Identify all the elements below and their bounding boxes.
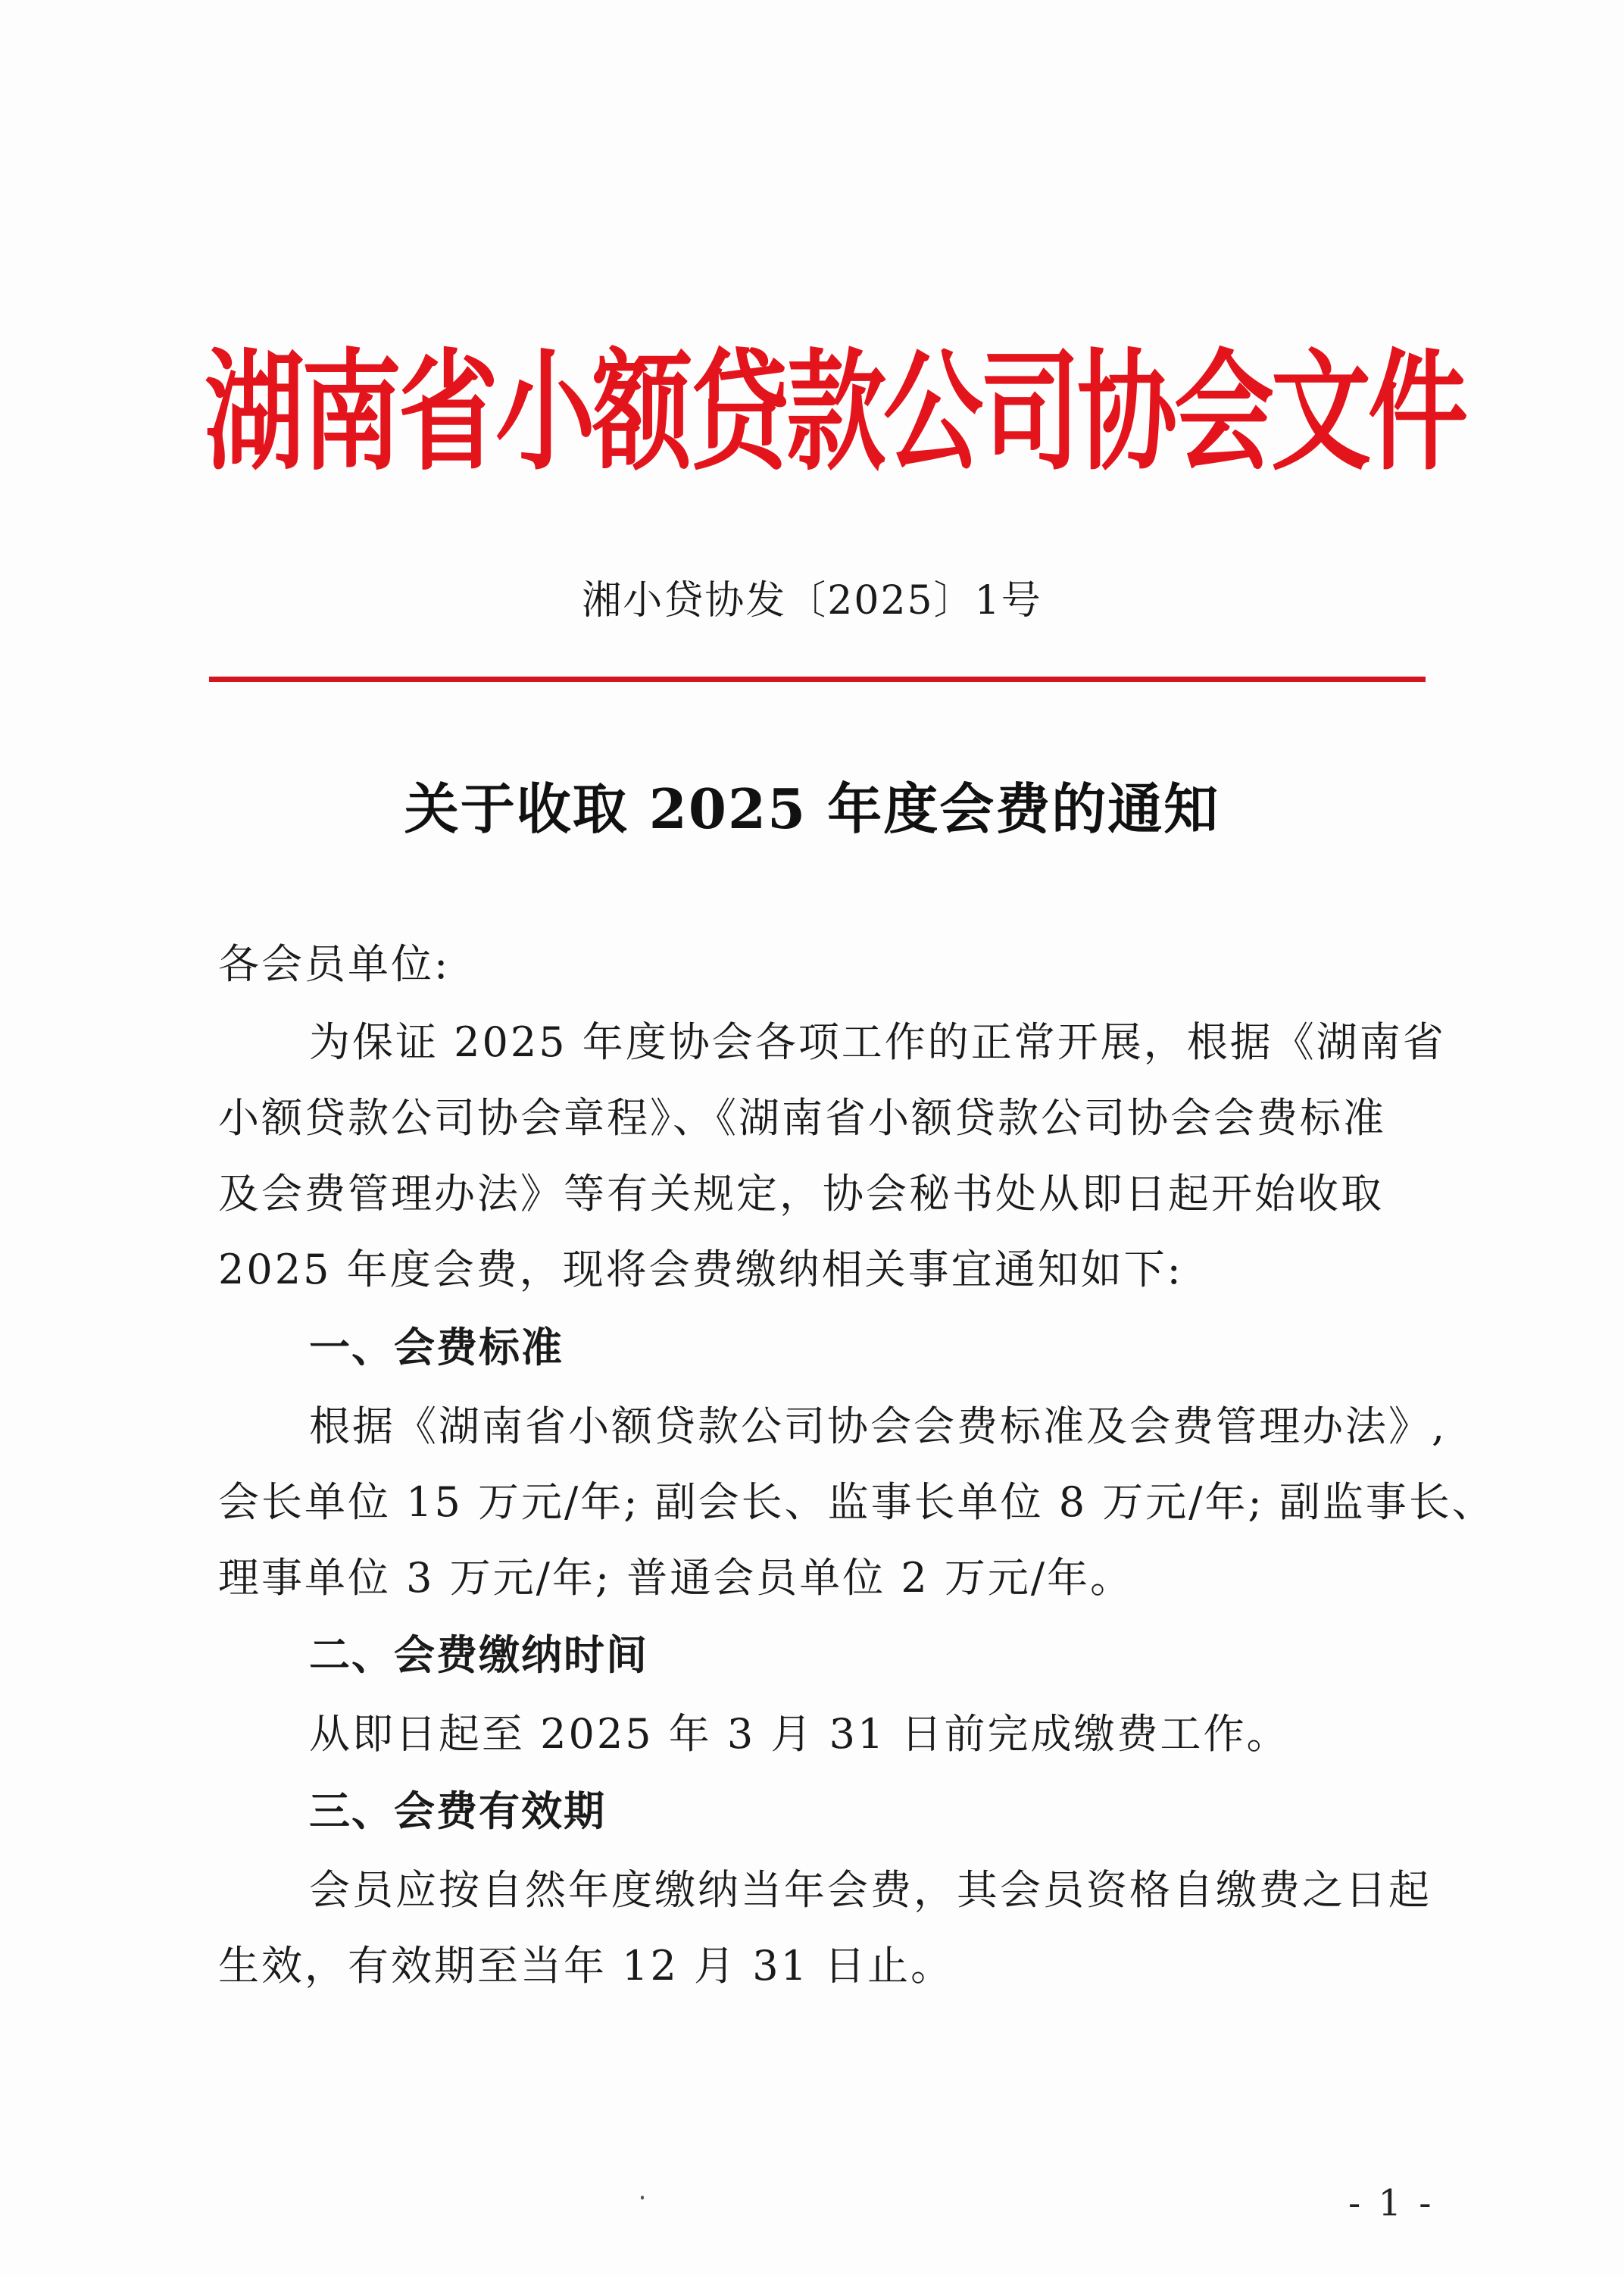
section-line: 从即日起至 2025 年 3 月 31 日前完成缴费工作。 [309, 1710, 1290, 1758]
intro-line: 小额贷款公司协会章程》、《湖南省小额贷款公司协会会费标准 [218, 1094, 1386, 1142]
section-heading: 一、会费标准 [309, 1324, 564, 1371]
section-line: 理事单位 3 万元/年; 普通会员单位 2 万元/年。 [218, 1554, 1134, 1602]
masthead-title: 湖南省小额贷款公司协会文件 [205, 336, 1465, 489]
salutation: 各会员单位: [218, 940, 451, 988]
section-line: 根据《湖南省小额贷款公司协会会费标准及会费管理办法》, [309, 1402, 1448, 1450]
section-line: 会长单位 15 万元/年; 副会长、监事长单位 8 万元/年; 副监事长、 [218, 1478, 1495, 1526]
page-number: - 1 - [1348, 2182, 1435, 2224]
red-divider-line [209, 677, 1426, 682]
section-heading: 三、会费有效期 [309, 1787, 606, 1835]
notice-title: 关于收取 2025 年度会费的通知 [404, 777, 1220, 841]
intro-line: 及会费管理办法》等有关规定，协会秘书处从即日起开始收取 [218, 1170, 1384, 1218]
section-heading: 二、会费缴纳时间 [309, 1631, 648, 1679]
scan-speck [641, 2196, 644, 2199]
section-line: 生效，有效期至当年 12 月 31 日止。 [218, 1942, 954, 1990]
document-number: 湘小贷协发〔2025〕1号 [582, 578, 1042, 624]
section-line: 会员应按自然年度缴纳当年会费，其会员资格自缴费之日起 [309, 1866, 1432, 1914]
intro-line: 为保证 2025 年度协会各项工作的正常开展，根据《湖南省 [309, 1018, 1446, 1066]
intro-line: 2025 年度会费，现将会费缴纳相关事宜通知如下: [218, 1246, 1183, 1293]
